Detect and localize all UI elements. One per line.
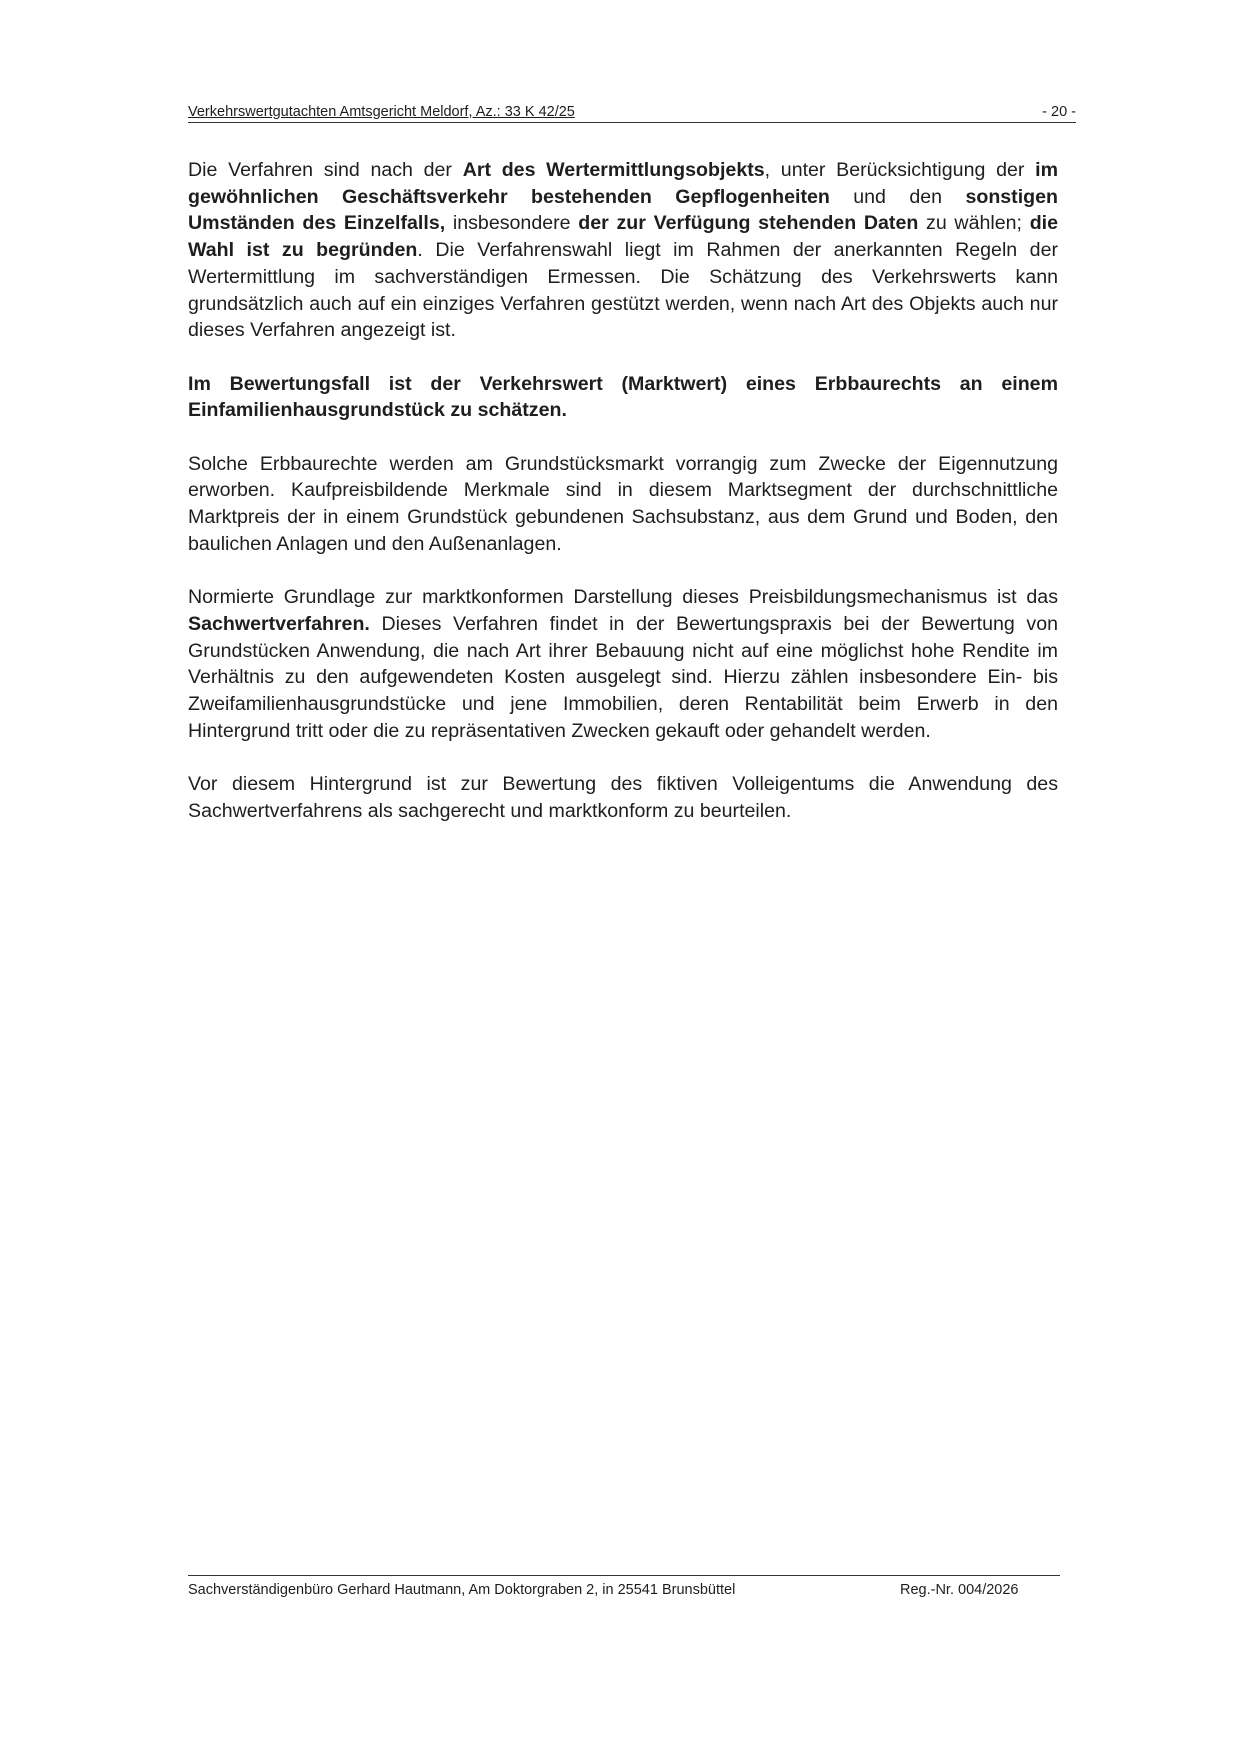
page-number: - 20 -	[1042, 104, 1076, 120]
paragraph-valuation-case: Im Bewertungsfall ist der Verkehrswert (Marktwert) eines Erbbaurechts an einem Einfamilienhausgrundstück zu schätzen.	[188, 372, 1058, 422]
header-reference: Verkehrswertgutachten Amtsgericht Meldorf, Az.: 33 K 42/25	[188, 104, 575, 120]
page-header	[188, 103, 1076, 123]
paragraph-method-selection: Die Verfahren sind nach der Art des Wertermittlungsobjekts, unter Berücksichtigung der im gewöhnlichen Geschäftsverkehr bestehenden Gepflogenheiten und den sonstigen Umständen des Einzelfalls, insbesondere der zur Verfügung stehenden Daten zu wählen; die Wahl ist zu begründen. Die Verfahrenswahl liegt im Rahmen der anerkannten Regeln der Wertermittlung im sachverständigen Ermessen. Die Schätzung des Verkehrswerts kann grundsätzlich auch auf ein einziges Verfahren gestützt werden, wenn nach Art des Objekts auch nur dieses Verfahren angezeigt ist.	[188, 159, 1058, 342]
footer-registration: Reg.-Nr. 004/2026	[900, 1582, 1019, 1598]
paragraph-conclusion: Vor diesem Hintergrund ist zur Bewertung des fiktiven Volleigentums die Anwendung des Sachwertverfahrens als sachgerecht und marktkonform zu beurteilen.	[188, 773, 1058, 822]
paragraph-market-segment: Solche Erbbaurechte werden am Grundstücksmarkt vorrangig zum Zwecke der Eigennutzung erworben. Kaufpreisbildende Merkmale sind in diesem Marktsegment der durchschnittliche Marktpreis der in einem Grundstück gebundenen Sachsubstanz, aus dem Grund und Boden, den baulichen Anlagen und den Außenanlagen.	[188, 452, 1058, 555]
document-body	[188, 157, 1058, 851]
footer-address: Sachverständigenbüro Gerhard Hautmann, Am Doktorgraben 2, in 25541 Brunsbüttel	[188, 1582, 736, 1598]
page-footer	[188, 1575, 1060, 1598]
paragraph-sachwertverfahren: Normierte Grundlage zur marktkonformen Darstellung dieses Preisbildungsmechanismus ist das Sachwertverfahren. Dieses Verfahren findet in der Bewertungspraxis bei der Bewertung von Grundstücken Anwendung, die nach Art ihrer Bebauung nicht auf eine möglichst hohe Rendite im Verhältnis zu den aufgewendeten Kosten ausgelegt sind. Hierzu zählen insbesondere Ein- bis Zweifamilienhausgrundstücke und jene Immobilien, deren Rentabilität beim Erwerb in den Hintergrund tritt oder die zu repräsentativen Zwecken gekauft oder gehandelt werden.	[188, 586, 1058, 742]
